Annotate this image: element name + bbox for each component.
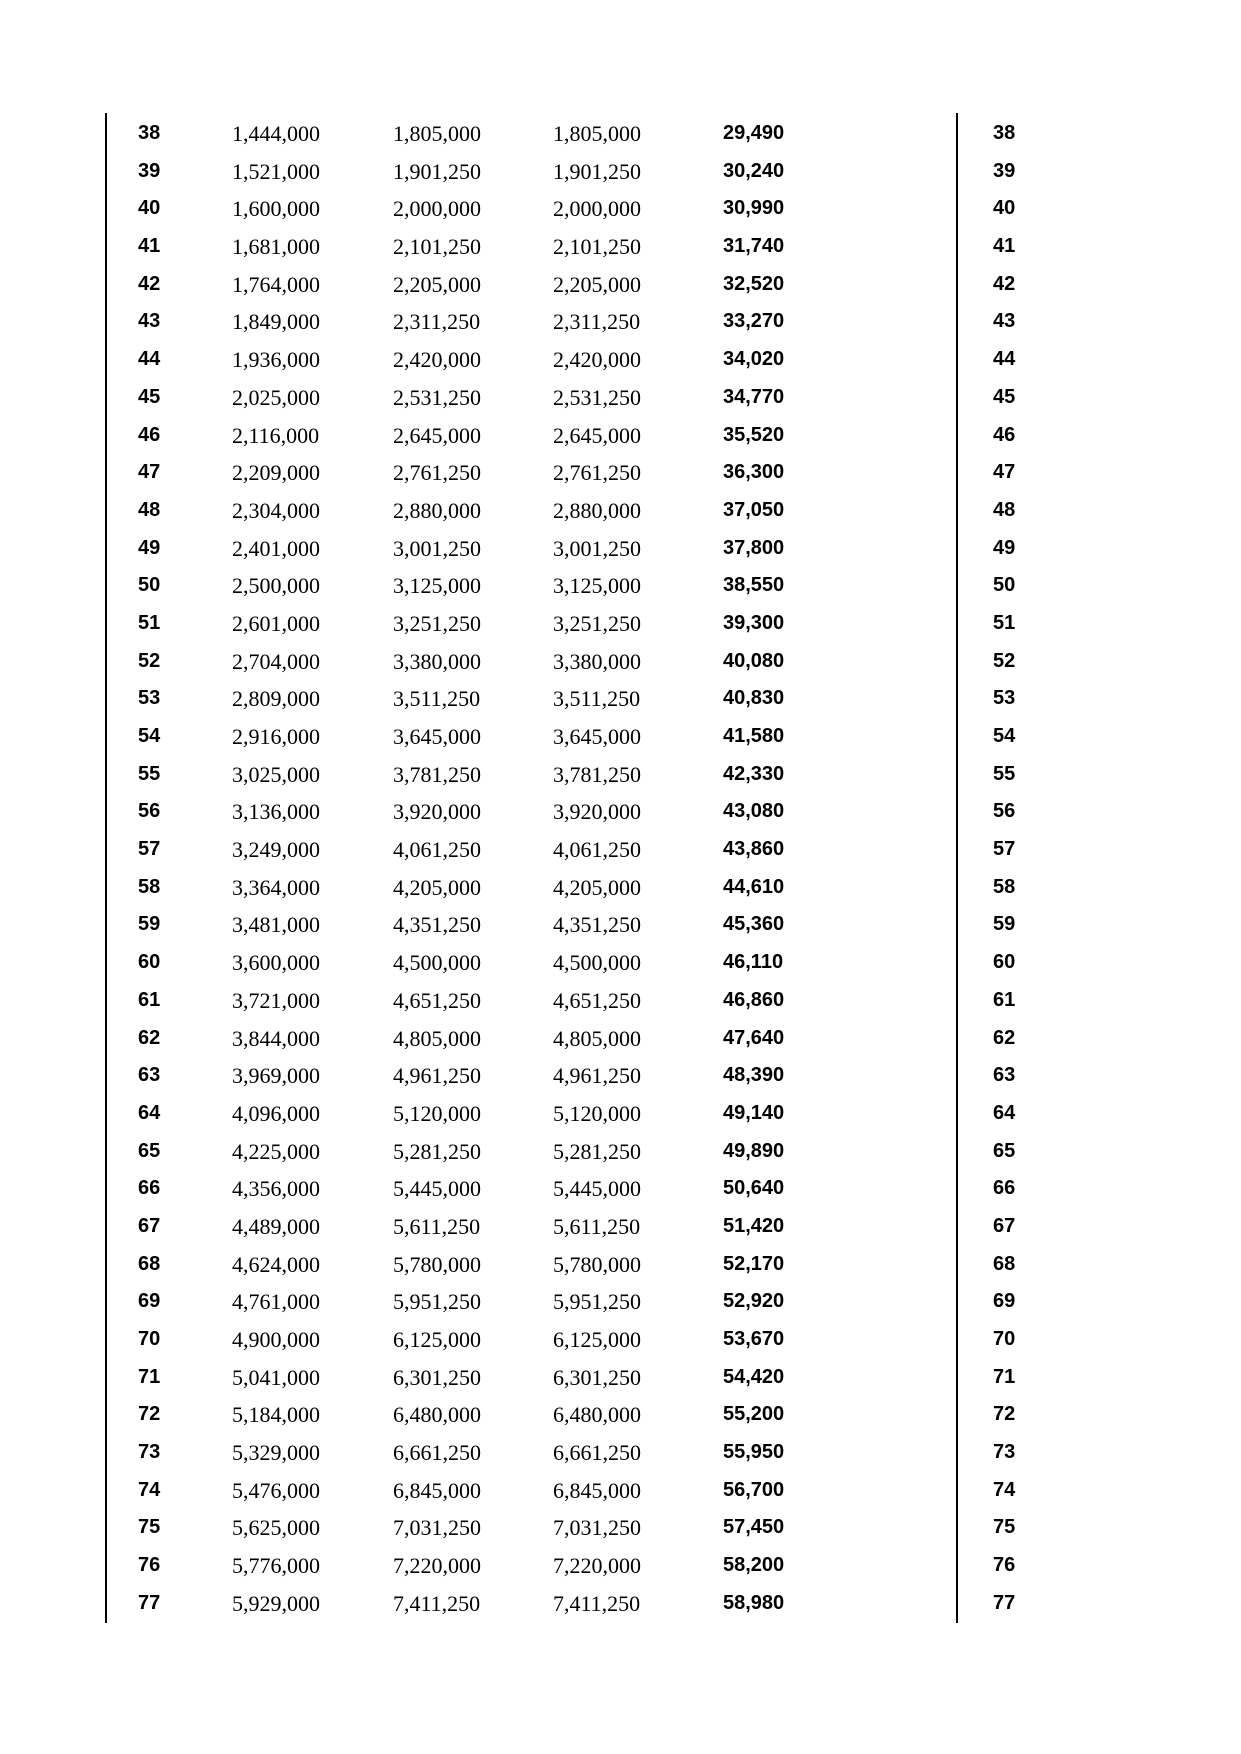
value-col-2: 6,125,000 bbox=[393, 1327, 481, 1352]
value-col-3: 7,411,250 bbox=[553, 1590, 641, 1616]
row-number-left: 51 bbox=[138, 611, 161, 634]
row-number-right: 68 bbox=[993, 1252, 1016, 1275]
value-col-2: 2,531,250 bbox=[393, 384, 481, 410]
value-col-2: 1,805,000 bbox=[393, 121, 481, 146]
value-col-1: 2,304,000 bbox=[232, 497, 320, 523]
value-col-1: 3,249,000 bbox=[232, 837, 320, 863]
value-col-3: 2,000,000 bbox=[553, 196, 641, 222]
row-number-left: 42 bbox=[138, 272, 161, 295]
value-col-4: 55,950 bbox=[723, 1441, 785, 1464]
row-number-left: 65 bbox=[138, 1139, 161, 1162]
value-col-1: 3,481,000 bbox=[232, 912, 320, 938]
value-col-2: 7,031,250 bbox=[393, 1515, 481, 1541]
value-col-3: 5,780,000 bbox=[553, 1251, 641, 1277]
row-number-left: 74 bbox=[138, 1478, 161, 1501]
table-row bbox=[0, 1359, 1241, 1397]
value-col-1: 5,476,000 bbox=[232, 1477, 320, 1503]
row-number-right: 74 bbox=[993, 1478, 1016, 1501]
table-row bbox=[0, 869, 1241, 907]
value-col-2: 3,781,250 bbox=[393, 761, 481, 787]
table-row bbox=[0, 1283, 1241, 1321]
row-number-left: 62 bbox=[138, 1026, 161, 1049]
table-row bbox=[0, 492, 1241, 530]
value-col-3: 3,125,000 bbox=[553, 573, 641, 599]
value-col-1: 2,916,000 bbox=[232, 724, 320, 749]
row-number-right: 76 bbox=[993, 1554, 1016, 1577]
value-col-4: 37,800 bbox=[723, 536, 785, 559]
table-row bbox=[0, 1434, 1241, 1472]
row-number-left: 67 bbox=[138, 1214, 161, 1237]
value-col-4: 50,640 bbox=[723, 1177, 785, 1200]
value-col-3: 2,420,000 bbox=[553, 347, 641, 373]
value-col-4: 52,920 bbox=[723, 1290, 785, 1313]
value-col-3: 2,101,250 bbox=[553, 234, 641, 260]
row-number-left: 63 bbox=[138, 1064, 161, 1087]
row-number-right: 57 bbox=[993, 838, 1016, 861]
table-row bbox=[0, 944, 1241, 982]
value-col-2: 2,761,250 bbox=[393, 460, 481, 486]
value-col-3: 2,761,250 bbox=[553, 460, 641, 486]
row-number-left: 54 bbox=[138, 725, 161, 747]
value-col-1: 1,521,000 bbox=[232, 158, 320, 184]
value-col-4: 43,080 bbox=[723, 800, 785, 823]
row-number-right: 48 bbox=[993, 498, 1016, 521]
table-row bbox=[0, 1246, 1241, 1284]
value-col-2: 5,120,000 bbox=[393, 1100, 481, 1126]
value-col-3: 6,480,000 bbox=[553, 1402, 641, 1428]
table-row bbox=[0, 1208, 1241, 1246]
row-number-right: 67 bbox=[993, 1214, 1016, 1237]
value-col-3: 3,920,000 bbox=[553, 799, 641, 825]
row-number-right: 40 bbox=[993, 197, 1016, 220]
value-col-1: 1,936,000 bbox=[232, 347, 320, 373]
row-number-left: 60 bbox=[138, 951, 161, 974]
value-col-4: 34,770 bbox=[723, 385, 785, 408]
value-col-2: 7,220,000 bbox=[393, 1553, 481, 1579]
value-col-1: 2,401,000 bbox=[232, 535, 320, 561]
value-col-4: 52,170 bbox=[723, 1252, 785, 1275]
row-number-left: 71 bbox=[138, 1365, 161, 1388]
table-row bbox=[0, 643, 1241, 681]
table-row bbox=[0, 793, 1241, 831]
value-col-4: 32,520 bbox=[723, 272, 785, 295]
row-number-left: 41 bbox=[138, 235, 161, 258]
value-col-1: 2,704,000 bbox=[232, 648, 320, 674]
table-row bbox=[0, 153, 1241, 191]
value-col-1: 3,600,000 bbox=[232, 950, 320, 976]
table-row bbox=[0, 1396, 1241, 1434]
value-col-2: 2,205,000 bbox=[393, 271, 481, 297]
row-number-left: 45 bbox=[138, 385, 161, 408]
value-col-3: 5,611,250 bbox=[553, 1213, 641, 1239]
value-col-1: 5,041,000 bbox=[232, 1364, 320, 1390]
value-col-1: 1,849,000 bbox=[232, 309, 320, 335]
value-col-2: 3,380,000 bbox=[393, 648, 481, 674]
value-col-4: 46,110 bbox=[723, 951, 784, 974]
value-col-4: 51,420 bbox=[723, 1214, 785, 1237]
table-row bbox=[0, 1547, 1241, 1585]
value-col-3: 4,961,250 bbox=[553, 1063, 641, 1089]
row-number-right: 50 bbox=[993, 574, 1016, 597]
table-row bbox=[0, 1321, 1241, 1359]
value-col-3: 6,301,250 bbox=[553, 1364, 641, 1390]
value-col-4: 57,450 bbox=[723, 1516, 785, 1539]
value-col-4: 33,270 bbox=[723, 310, 785, 333]
value-col-3: 2,311,250 bbox=[553, 309, 641, 335]
value-col-2: 6,301,250 bbox=[393, 1364, 481, 1390]
table-row bbox=[0, 379, 1241, 417]
value-col-4: 29,490 bbox=[723, 122, 785, 144]
value-col-2: 4,651,250 bbox=[393, 987, 481, 1013]
value-col-3: 4,651,250 bbox=[553, 987, 641, 1013]
value-col-3: 2,645,000 bbox=[553, 422, 641, 448]
value-col-4: 42,330 bbox=[723, 762, 785, 785]
value-col-4: 56,700 bbox=[723, 1478, 785, 1501]
row-number-right: 72 bbox=[993, 1403, 1016, 1426]
row-number-right: 49 bbox=[993, 536, 1016, 559]
row-number-left: 47 bbox=[138, 461, 161, 484]
table-row bbox=[0, 530, 1241, 568]
value-col-3: 2,531,250 bbox=[553, 384, 641, 410]
value-col-1: 2,209,000 bbox=[232, 460, 320, 486]
table-row bbox=[0, 1472, 1241, 1510]
value-col-4: 49,140 bbox=[723, 1101, 785, 1124]
value-col-4: 48,390 bbox=[723, 1064, 785, 1087]
value-col-4: 55,200 bbox=[723, 1403, 785, 1426]
row-number-right: 64 bbox=[993, 1101, 1016, 1124]
data-table bbox=[0, 115, 1241, 1623]
table-row bbox=[0, 982, 1241, 1020]
value-col-4: 40,080 bbox=[723, 649, 785, 672]
value-col-4: 30,990 bbox=[723, 197, 785, 220]
row-number-left: 38 bbox=[138, 122, 161, 144]
row-number-right: 63 bbox=[993, 1064, 1016, 1087]
value-col-1: 5,776,000 bbox=[232, 1553, 320, 1579]
row-number-right: 44 bbox=[993, 348, 1016, 371]
table-row bbox=[0, 756, 1241, 794]
row-number-left: 39 bbox=[138, 159, 161, 182]
value-col-2: 2,311,250 bbox=[393, 309, 481, 335]
value-col-2: 3,645,000 bbox=[393, 724, 481, 749]
row-number-right: 62 bbox=[993, 1026, 1016, 1049]
row-number-left: 50 bbox=[138, 574, 161, 597]
row-number-left: 55 bbox=[138, 762, 161, 785]
row-number-right: 69 bbox=[993, 1290, 1016, 1313]
value-col-1: 1,600,000 bbox=[232, 196, 320, 222]
value-col-2: 2,101,250 bbox=[393, 234, 481, 260]
value-col-3: 4,351,250 bbox=[553, 912, 641, 938]
value-col-4: 49,890 bbox=[723, 1139, 785, 1162]
row-number-left: 66 bbox=[138, 1177, 161, 1200]
row-number-right: 77 bbox=[993, 1591, 1016, 1614]
value-col-1: 4,900,000 bbox=[232, 1327, 320, 1352]
value-col-2: 6,661,250 bbox=[393, 1440, 481, 1466]
value-col-3: 3,511,250 bbox=[553, 686, 641, 712]
value-col-4: 58,200 bbox=[723, 1554, 785, 1577]
row-number-right: 54 bbox=[993, 725, 1016, 747]
table-row bbox=[0, 1170, 1241, 1208]
row-number-right: 38 bbox=[993, 122, 1016, 144]
value-col-4: 30,240 bbox=[723, 159, 785, 182]
table-row bbox=[0, 906, 1241, 944]
value-col-3: 4,205,000 bbox=[553, 874, 641, 900]
table-row bbox=[0, 605, 1241, 643]
row-number-right: 56 bbox=[993, 800, 1016, 823]
table-row bbox=[0, 831, 1241, 869]
row-number-left: 57 bbox=[138, 838, 161, 861]
row-number-right: 46 bbox=[993, 423, 1016, 446]
value-col-3: 7,220,000 bbox=[553, 1553, 641, 1579]
row-number-left: 68 bbox=[138, 1252, 161, 1275]
value-col-1: 2,809,000 bbox=[232, 686, 320, 712]
row-number-left: 70 bbox=[138, 1328, 161, 1350]
value-col-2: 2,000,000 bbox=[393, 196, 481, 222]
value-col-2: 4,805,000 bbox=[393, 1025, 481, 1051]
row-number-right: 66 bbox=[993, 1177, 1016, 1200]
row-number-right: 58 bbox=[993, 875, 1016, 898]
value-col-2: 3,001,250 bbox=[393, 535, 481, 561]
value-col-1: 5,929,000 bbox=[232, 1590, 320, 1616]
value-col-1: 1,681,000 bbox=[232, 234, 320, 260]
row-number-right: 55 bbox=[993, 762, 1016, 785]
row-number-right: 39 bbox=[993, 159, 1016, 182]
value-col-2: 5,780,000 bbox=[393, 1251, 481, 1277]
value-col-3: 3,781,250 bbox=[553, 761, 641, 787]
value-col-2: 4,061,250 bbox=[393, 837, 481, 863]
value-col-1: 3,025,000 bbox=[232, 761, 320, 787]
value-col-4: 34,020 bbox=[723, 348, 785, 371]
row-number-left: 58 bbox=[138, 875, 161, 898]
value-col-4: 46,860 bbox=[723, 988, 785, 1011]
value-col-4: 38,550 bbox=[723, 574, 785, 597]
value-col-2: 2,645,000 bbox=[393, 422, 481, 448]
row-number-right: 73 bbox=[993, 1441, 1016, 1464]
value-col-2: 3,251,250 bbox=[393, 610, 481, 636]
value-col-3: 7,031,250 bbox=[553, 1515, 641, 1541]
value-col-1: 1,764,000 bbox=[232, 271, 320, 297]
value-col-4: 31,740 bbox=[723, 235, 785, 258]
row-number-right: 53 bbox=[993, 687, 1016, 710]
table-row bbox=[0, 567, 1241, 605]
value-col-3: 1,805,000 bbox=[553, 121, 641, 146]
row-number-right: 42 bbox=[993, 272, 1016, 295]
row-number-left: 40 bbox=[138, 197, 161, 220]
table-row bbox=[0, 454, 1241, 492]
row-number-right: 59 bbox=[993, 913, 1016, 936]
value-col-4: 53,670 bbox=[723, 1328, 785, 1350]
value-col-1: 3,844,000 bbox=[232, 1025, 320, 1051]
row-number-left: 75 bbox=[138, 1516, 161, 1539]
value-col-1: 1,444,000 bbox=[232, 121, 320, 146]
table-row bbox=[0, 303, 1241, 341]
table-row bbox=[0, 1095, 1241, 1133]
value-col-3: 3,645,000 bbox=[553, 724, 641, 749]
row-number-left: 73 bbox=[138, 1441, 161, 1464]
value-col-2: 5,445,000 bbox=[393, 1176, 481, 1202]
row-number-right: 75 bbox=[993, 1516, 1016, 1539]
value-col-1: 4,489,000 bbox=[232, 1213, 320, 1239]
value-col-4: 44,610 bbox=[723, 875, 785, 898]
value-col-3: 6,845,000 bbox=[553, 1477, 641, 1503]
row-number-right: 70 bbox=[993, 1328, 1016, 1350]
table-row bbox=[0, 1585, 1241, 1623]
value-col-1: 4,225,000 bbox=[232, 1138, 320, 1164]
row-number-left: 61 bbox=[138, 988, 161, 1011]
value-col-2: 3,125,000 bbox=[393, 573, 481, 599]
value-col-1: 2,500,000 bbox=[232, 573, 320, 599]
value-col-4: 37,050 bbox=[723, 498, 785, 521]
value-col-3: 1,901,250 bbox=[553, 158, 641, 184]
value-col-2: 2,880,000 bbox=[393, 497, 481, 523]
row-number-right: 60 bbox=[993, 951, 1016, 974]
row-number-right: 61 bbox=[993, 988, 1016, 1011]
value-col-1: 4,624,000 bbox=[232, 1251, 320, 1277]
row-number-right: 71 bbox=[993, 1365, 1016, 1388]
value-col-1: 4,356,000 bbox=[232, 1176, 320, 1202]
row-number-left: 44 bbox=[138, 348, 161, 371]
value-col-3: 3,380,000 bbox=[553, 648, 641, 674]
value-col-4: 58,980 bbox=[723, 1591, 785, 1614]
value-col-2: 7,411,250 bbox=[393, 1590, 481, 1616]
value-col-3: 3,251,250 bbox=[553, 610, 641, 636]
row-number-right: 41 bbox=[993, 235, 1016, 258]
value-col-2: 5,951,250 bbox=[393, 1289, 481, 1315]
value-col-3: 4,805,000 bbox=[553, 1025, 641, 1051]
value-col-2: 3,511,250 bbox=[393, 686, 481, 712]
value-col-2: 1,901,250 bbox=[393, 158, 481, 184]
value-col-4: 41,580 bbox=[723, 725, 785, 747]
value-col-3: 2,880,000 bbox=[553, 497, 641, 523]
value-col-3: 5,445,000 bbox=[553, 1176, 641, 1202]
row-number-left: 43 bbox=[138, 310, 161, 333]
value-col-2: 5,281,250 bbox=[393, 1138, 481, 1164]
value-col-1: 2,025,000 bbox=[232, 384, 320, 410]
value-col-3: 4,061,250 bbox=[553, 837, 641, 863]
value-col-3: 4,500,000 bbox=[553, 950, 641, 976]
value-col-2: 4,205,000 bbox=[393, 874, 481, 900]
value-col-1: 3,721,000 bbox=[232, 987, 320, 1013]
value-col-3: 3,001,250 bbox=[553, 535, 641, 561]
row-number-right: 51 bbox=[993, 611, 1016, 634]
row-number-right: 65 bbox=[993, 1139, 1016, 1162]
row-number-right: 43 bbox=[993, 310, 1016, 333]
value-col-1: 3,969,000 bbox=[232, 1063, 320, 1089]
value-col-2: 4,500,000 bbox=[393, 950, 481, 976]
row-number-left: 46 bbox=[138, 423, 161, 446]
row-number-left: 72 bbox=[138, 1403, 161, 1426]
table-row bbox=[0, 1509, 1241, 1547]
value-col-3: 2,205,000 bbox=[553, 271, 641, 297]
table-row bbox=[0, 1020, 1241, 1058]
table-row bbox=[0, 1133, 1241, 1171]
value-col-4: 40,830 bbox=[723, 687, 785, 710]
value-col-1: 5,625,000 bbox=[232, 1515, 320, 1541]
value-col-2: 2,420,000 bbox=[393, 347, 481, 373]
table-row bbox=[0, 341, 1241, 379]
table-row bbox=[0, 718, 1241, 756]
row-number-right: 52 bbox=[993, 649, 1016, 672]
value-col-4: 43,860 bbox=[723, 838, 785, 861]
value-col-1: 5,329,000 bbox=[232, 1440, 320, 1466]
table-row bbox=[0, 115, 1241, 153]
row-number-left: 49 bbox=[138, 536, 161, 559]
value-col-1: 3,136,000 bbox=[232, 799, 320, 825]
row-number-left: 69 bbox=[138, 1290, 161, 1313]
value-col-4: 39,300 bbox=[723, 611, 785, 634]
value-col-1: 4,096,000 bbox=[232, 1100, 320, 1126]
table-row bbox=[0, 190, 1241, 228]
value-col-1: 3,364,000 bbox=[232, 874, 320, 900]
value-col-4: 45,360 bbox=[723, 913, 785, 936]
value-col-4: 35,520 bbox=[723, 423, 785, 446]
value-col-2: 6,845,000 bbox=[393, 1477, 481, 1503]
row-number-right: 45 bbox=[993, 385, 1016, 408]
row-number-left: 52 bbox=[138, 649, 161, 672]
row-number-left: 64 bbox=[138, 1101, 161, 1124]
value-col-2: 4,351,250 bbox=[393, 912, 481, 938]
table-row bbox=[0, 266, 1241, 304]
value-col-2: 4,961,250 bbox=[393, 1063, 481, 1089]
value-col-1: 4,761,000 bbox=[232, 1289, 320, 1315]
value-col-4: 54,420 bbox=[723, 1365, 785, 1388]
row-number-left: 59 bbox=[138, 913, 161, 936]
table-row bbox=[0, 680, 1241, 718]
value-col-1: 5,184,000 bbox=[232, 1402, 320, 1428]
value-col-3: 5,281,250 bbox=[553, 1138, 641, 1164]
row-number-left: 56 bbox=[138, 800, 161, 823]
row-number-left: 48 bbox=[138, 498, 161, 521]
value-col-3: 5,120,000 bbox=[553, 1100, 641, 1126]
value-col-3: 6,125,000 bbox=[553, 1327, 641, 1352]
table-row bbox=[0, 228, 1241, 266]
value-col-3: 5,951,250 bbox=[553, 1289, 641, 1315]
value-col-4: 47,640 bbox=[723, 1026, 785, 1049]
value-col-1: 2,116,000 bbox=[232, 422, 320, 448]
value-col-1: 2,601,000 bbox=[232, 610, 320, 636]
row-number-right: 47 bbox=[993, 461, 1016, 484]
row-number-left: 77 bbox=[138, 1591, 161, 1614]
row-number-left: 53 bbox=[138, 687, 161, 710]
value-col-2: 5,611,250 bbox=[393, 1213, 481, 1239]
value-col-2: 6,480,000 bbox=[393, 1402, 481, 1428]
value-col-2: 3,920,000 bbox=[393, 799, 481, 825]
table-row bbox=[0, 417, 1241, 455]
value-col-3: 6,661,250 bbox=[553, 1440, 641, 1466]
value-col-4: 36,300 bbox=[723, 461, 785, 484]
row-number-left: 76 bbox=[138, 1554, 161, 1577]
table-row bbox=[0, 1057, 1241, 1095]
